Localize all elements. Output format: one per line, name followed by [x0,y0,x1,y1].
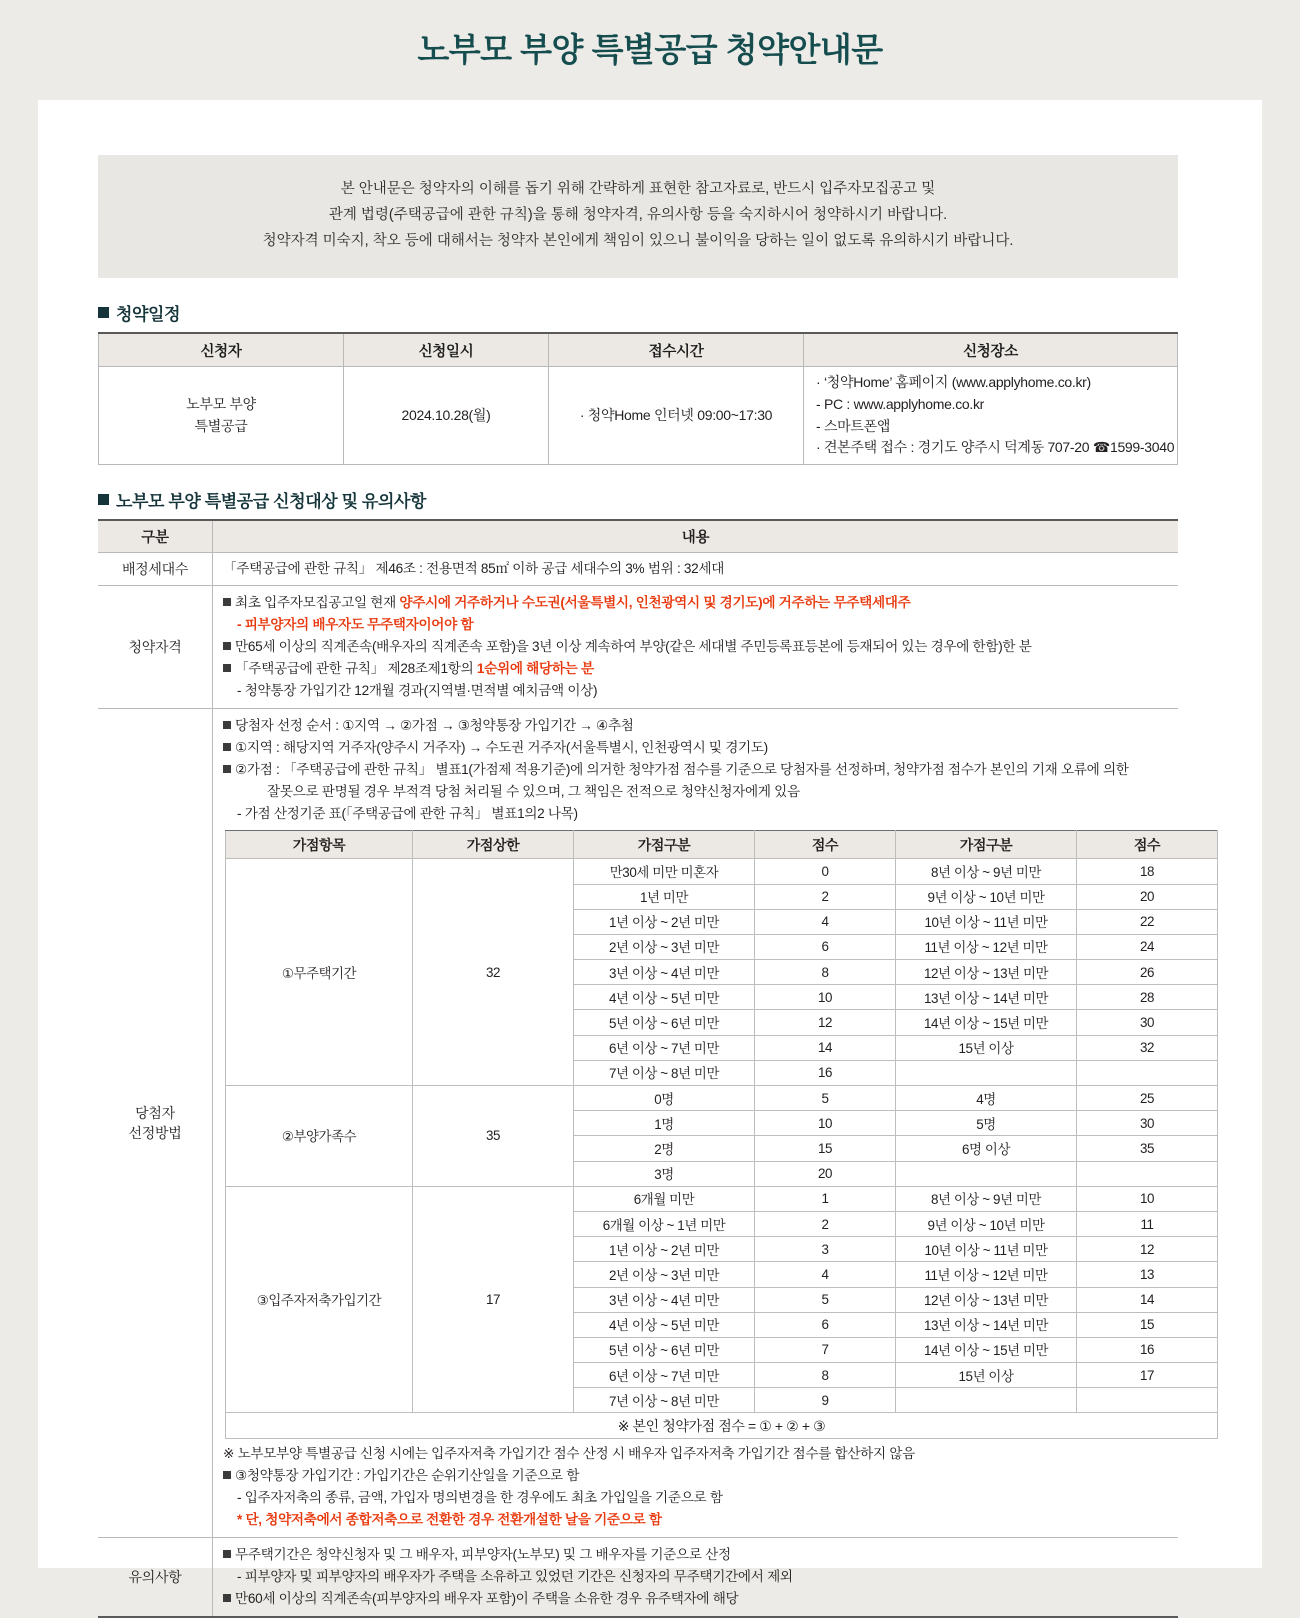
cell-allocation-text: 「주택공급에 관한 규칙」 제46조 : 전용면적 85㎡ 이하 공급 세대수의 3% 범위 : 32세대 [213,553,1179,586]
score-col-header: 가점구분 [896,831,1077,859]
score-points: 16 [1077,1337,1218,1362]
score-range: 3년 이상 ~ 4년 미만 [574,1287,755,1312]
square-bullet-icon [223,1471,231,1479]
score-col-header: 점수 [1077,831,1218,859]
body-text: 잘못으로 판명될 경우 부적격 당첨 처리될 수 있으며, 그 책임은 전적으로 청약신청자에게 있음 [267,784,800,800]
text-line [223,1487,1168,1509]
body-text: - 피부양자 및 피부양자의 배우자가 주택을 소유하고 있었던 기간은 신청자의 무주택기간에서 제외 [237,1568,793,1584]
schedule-table [98,332,1178,465]
score-range: 11년 이상 ~ 12년 미만 [896,1262,1077,1287]
intro-line-3: 청약자격 미숙지, 착오 등에 대해서는 청약자 본인에게 책임이 있으니 불이익을 당하는 일이 없도록 유의하시기 바랍니다. [262,232,1014,249]
score-points: 10 [755,1111,896,1136]
score-points: 24 [1077,934,1218,959]
document-content [98,155,1178,1618]
body-text: 당첨자 선정 순서 : ①지역 → ②가점 → ③청약통장 가입기간 → ④추첨 [235,718,634,734]
qualification-line-list [223,592,1168,702]
score-points: 20 [1077,884,1218,909]
table-row [226,1086,1218,1111]
cell-selection [213,709,1179,1537]
score-range: 2년 이상 ~ 3년 미만 [574,934,755,959]
body-text: 만65세 이상의 직계존속(배우자의 직계존속 포함)을 3년 이상 계속하여 부양(같은 세대별 주민등록표등본에 등재되어 있는 경우에 한함)한 분 [235,639,1032,655]
score-range: 0명 [574,1086,755,1111]
text-line [223,680,1168,702]
score-points: 2 [755,884,896,909]
page-title: 노부모 부양 특별공급 청약안내문 [417,31,883,68]
text-line [223,781,1168,803]
table-row [226,1186,1218,1211]
score-range: 9년 이상 ~ 10년 미만 [896,884,1077,909]
score-points: 26 [1077,960,1218,985]
table-row-selection [98,709,1178,1537]
square-bullet-icon [223,598,231,606]
score-range: 9년 이상 ~ 10년 미만 [896,1211,1077,1236]
score-points: 4 [755,909,896,934]
section-heading-schedule-label: 청약일정 [116,305,181,325]
body-text: 만60세 이상의 직계존속(피부양자의 배우자 포함)이 주택을 소유한 경우 유주택자에 해당 [235,1590,739,1606]
text-line [223,1509,1168,1531]
caution-line-list [223,1544,1168,1610]
score-range: 8년 이상 ~ 9년 미만 [896,859,1077,884]
text-line [223,803,1168,825]
score-item-name: ②부양가족수 [226,1086,413,1187]
body-text: 무주택기간은 청약신청자 및 그 배우자, 피부양자(노부모) 및 그 배우자를 기준으로 산정 [235,1546,731,1562]
score-points: 22 [1077,909,1218,934]
text-line [223,636,1168,658]
score-range: 5년 이상 ~ 6년 미만 [574,1337,755,1362]
table-header-row [98,520,1178,553]
score-points: 0 [755,859,896,884]
score-range: 6명 이상 [896,1136,1077,1161]
text-line [223,1465,1168,1487]
score-range: 4년 이상 ~ 5년 미만 [574,1312,755,1337]
col-header-time: 접수시간 [549,333,804,367]
score-range: 2명 [574,1136,755,1161]
cell-applicant [99,367,344,465]
score-item-cap: 32 [413,859,574,1086]
score-points: 2 [755,1211,896,1236]
score-range: 10년 이상 ~ 11년 미만 [896,909,1077,934]
score-range: 3년 이상 ~ 4년 미만 [574,960,755,985]
place-line-2: - PC : www.applyhome.co.kr [816,396,985,413]
score-points: 14 [755,1035,896,1060]
score-range: 14년 이상 ~ 15년 미만 [896,1010,1077,1035]
score-range: 13년 이상 ~ 14년 미만 [896,985,1077,1010]
square-bullet-icon [98,307,109,318]
score-range: 7년 이상 ~ 8년 미만 [574,1388,755,1413]
row-label-qualification: 청약자격 [98,586,213,709]
score-summary-text: ※ 본인 청약가점 점수 = ① + ② + ③ [226,1413,1218,1438]
score-points: 7 [755,1337,896,1362]
intro-line-2: 관계 법령(주택공급에 관한 규칙)을 통해 청약자격, 유의사항 등을 숙지하시어 청약하시기 바랍니다. [328,206,948,223]
score-range: 6개월 이상 ~ 1년 미만 [574,1211,755,1236]
table-row-allocation [98,553,1178,586]
score-range: 1명 [574,1111,755,1136]
square-bullet-icon [223,1550,231,1558]
place-line-1: · ‘청약Home’ 홈페이지 (www.applyhome.co.kr) [816,374,1091,391]
score-range: 12년 이상 ~ 13년 미만 [896,960,1077,985]
score-range: 6년 이상 ~ 7년 미만 [574,1363,755,1388]
info-table [98,519,1178,1618]
square-bullet-icon [223,743,231,751]
score-points: 16 [755,1060,896,1085]
score-points: 8 [755,960,896,985]
body-text: 최초 입주자모집공고일 현재 [235,595,400,611]
score-empty-cell [896,1161,1077,1186]
text-line [223,1544,1168,1566]
score-points: 9 [755,1388,896,1413]
emphasis-text: 양주시에 거주하거나 수도권(서울특별시, 인천광역시 및 경기도)에 거주하는 무주택세대주 [399,595,911,611]
body-text: ※ 노부모부양 특별공급 신청 시에는 입주자저축 가입기간 점수 산정 시 배우자 입주자저축 가입기간 점수를 합산하지 않음 [223,1445,915,1461]
score-range: 6년 이상 ~ 7년 미만 [574,1035,755,1060]
cell-qualification [213,586,1179,709]
score-points: 25 [1077,1086,1218,1111]
place-line-3: - 스마트폰앱 [816,417,891,434]
score-points: 28 [1077,985,1218,1010]
score-points: 6 [755,934,896,959]
body-text: - 청약통장 가입기간 12개월 경과(지역별·면적별 예치금액 이상) [237,683,598,699]
score-summary-row [226,1413,1218,1438]
text-line [223,715,1168,737]
square-bullet-icon [223,664,231,672]
selection-label-line-1: 당첨자 [135,1104,175,1121]
row-label-cautions: 유의사항 [98,1537,213,1617]
score-points: 14 [1077,1287,1218,1312]
table-row [99,367,1178,465]
col-header-applicant: 신청자 [99,333,344,367]
score-range: 2년 이상 ~ 3년 미만 [574,1262,755,1287]
score-range: 14년 이상 ~ 15년 미만 [896,1337,1077,1362]
table-header-row [99,333,1178,367]
score-col-header: 점수 [755,831,896,859]
score-range: 1년 이상 ~ 2년 미만 [574,909,755,934]
emphasis-text: * 단, 청약저축에서 종합저축으로 전환한 경우 전환개설한 날을 기준으로 함 [237,1511,662,1527]
score-points: 35 [1077,1136,1218,1161]
body-text: - 입주자저축의 종류, 금액, 가입자 명의변경을 한 경우에도 최초 가입일을 기준으로 함 [237,1489,723,1505]
text-line [223,759,1168,781]
text-line [223,658,1168,680]
score-points: 6 [755,1312,896,1337]
text-line [223,737,1168,759]
text-line [223,1588,1168,1610]
score-points: 13 [1077,1262,1218,1287]
row-label-selection [98,709,213,1537]
score-range: 3명 [574,1161,755,1186]
score-range: 12년 이상 ~ 13년 미만 [896,1287,1077,1312]
section-heading-info-label: 노부모 부양 특별공급 신청대상 및 유의사항 [116,492,427,512]
score-points: 5 [755,1287,896,1312]
score-points: 10 [1077,1186,1218,1211]
score-range: 11년 이상 ~ 12년 미만 [896,934,1077,959]
square-bullet-icon [223,1594,231,1602]
score-points: 18 [1077,859,1218,884]
cell-time: · 청약Home 인터넷 09:00~17:30 [549,367,804,465]
score-range: 10년 이상 ~ 11년 미만 [896,1237,1077,1262]
score-points: 10 [755,985,896,1010]
score-points: 12 [755,1010,896,1035]
score-empty-cell [896,1060,1077,1085]
col-header-place: 신청장소 [804,333,1178,367]
score-points: 12 [1077,1237,1218,1262]
score-points: 17 [1077,1363,1218,1388]
row-label-allocation: 배정세대수 [98,553,213,586]
score-col-header: 가점구분 [574,831,755,859]
score-points: 11 [1077,1211,1218,1236]
place-line-4: · 견본주택 접수 : 경기도 양주시 덕계동 707-20 ☎1599-3040 [816,439,1175,456]
score-points: 15 [755,1136,896,1161]
col-header-division: 구분 [98,520,213,553]
score-points: 5 [755,1086,896,1111]
body-text: ③청약통장 가입기간 : 가입기간은 순위기산일을 기준으로 함 [235,1467,580,1483]
emphasis-text: - 피부양자의 배우자도 무주택자이어야 함 [237,617,474,633]
intro-notice [98,155,1178,278]
score-points: 3 [755,1237,896,1262]
score-table-body [226,831,1218,1438]
square-bullet-icon [223,765,231,773]
score-range: 8년 이상 ~ 9년 미만 [896,1186,1077,1211]
score-table-wrapper [225,830,1168,1438]
applicant-line-2: 특별공급 [194,417,248,434]
text-line [223,614,1168,636]
body-text: ①지역 : 해당지역 거주자(양주시 거주자) → 수도권 거주자(서울특별시, 인천광역시 및 경기도) [235,740,768,756]
score-col-header: 가점항목 [226,831,413,859]
col-header-content: 내용 [213,520,1179,553]
score-range: 만30세 미만 미혼자 [574,859,755,884]
square-bullet-icon [98,494,109,505]
score-empty-cell [896,1388,1077,1413]
score-points: 4 [755,1262,896,1287]
table-header-row [226,831,1218,859]
square-bullet-icon [223,642,231,650]
score-range: 1년 이상 ~ 2년 미만 [574,1237,755,1262]
score-points: 20 [755,1161,896,1186]
selection-lead-lines [223,715,1168,825]
score-item-name: ③입주자저축가입기간 [226,1186,413,1413]
score-points: 30 [1077,1111,1218,1136]
score-empty-cell [1077,1161,1218,1186]
cell-place [804,367,1178,465]
emphasis-text: 1순위에 해당하는 분 [476,661,594,677]
score-empty-cell [1077,1388,1218,1413]
score-range: 1년 미만 [574,884,755,909]
col-header-date: 신청일시 [344,333,549,367]
body-text: ②가점 : 「주택공급에 관한 규칙」 별표1(가점제 적용기준)에 의거한 청약가점 점수를 기준으로 당첨자를 선정하며, 청약가점 점수가 본인의 기재 오류에 의한 [235,762,1129,778]
text-line [223,1443,1168,1465]
section-heading-info [98,487,1178,512]
score-range: 6개월 미만 [574,1186,755,1211]
score-points: 1 [755,1186,896,1211]
score-range: 13년 이상 ~ 14년 미만 [896,1312,1077,1337]
intro-line-1: 본 안내문은 청약자의 이해를 돕기 위해 간략하게 표현한 참고자료로, 반드시 입주자모집공고 및 [340,181,936,197]
text-line [223,592,1168,614]
score-range: 5년 이상 ~ 6년 미만 [574,1010,755,1035]
score-points: 15 [1077,1312,1218,1337]
body-text: - 가점 산정기준 표(「주택공급에 관한 규칙」 별표1의2 나목) [237,806,578,822]
score-range: 15년 이상 [896,1363,1077,1388]
cell-date: 2024.10.28(월) [344,367,549,465]
selection-tail-lines [223,1439,1168,1531]
score-empty-cell [1077,1060,1218,1085]
score-range: 4명 [896,1086,1077,1111]
body-text: 「주택공급에 관한 규칙」 제28조제1항의 [235,661,477,677]
square-bullet-icon [223,721,231,729]
score-points: 8 [755,1363,896,1388]
table-row-qualification [98,586,1178,709]
score-item-cap: 17 [413,1186,574,1413]
score-range: 15년 이상 [896,1035,1077,1060]
score-range: 7년 이상 ~ 8년 미만 [574,1060,755,1085]
section-heading-schedule [98,300,1178,325]
score-points: 30 [1077,1010,1218,1035]
table-row [226,859,1218,884]
score-item-cap: 35 [413,1086,574,1187]
score-table [225,830,1218,1438]
score-col-header: 가점상한 [413,831,574,859]
applicant-line-1: 노부모 부양 [186,396,256,413]
score-item-name: ①무주택기간 [226,859,413,1086]
selection-label-line-2: 선정방법 [128,1124,182,1141]
score-range: 4년 이상 ~ 5년 미만 [574,985,755,1010]
score-range: 5명 [896,1111,1077,1136]
score-points: 32 [1077,1035,1218,1060]
text-line [223,1566,1168,1588]
